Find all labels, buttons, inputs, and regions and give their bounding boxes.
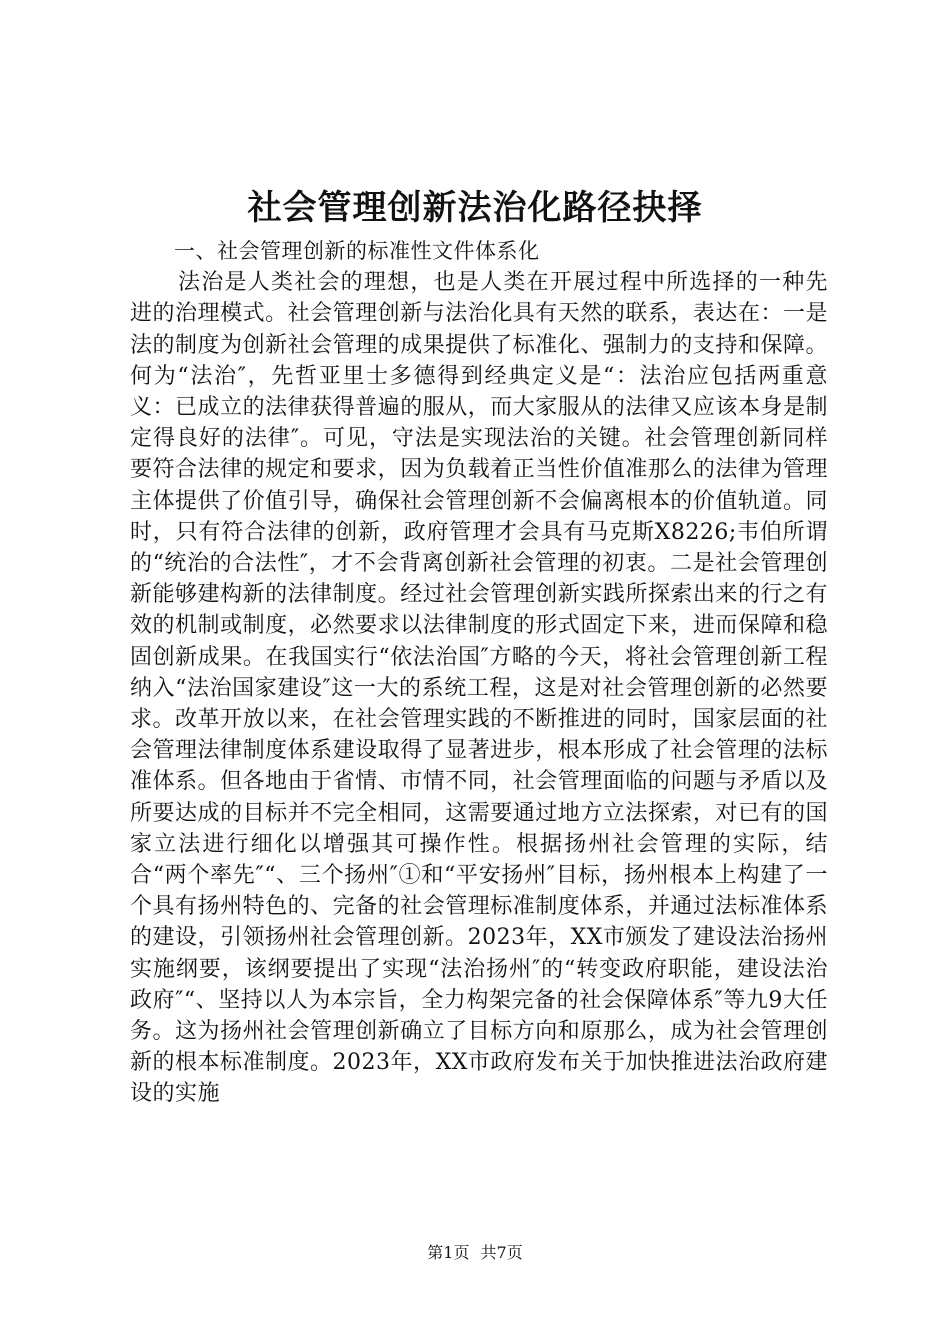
body-paragraph: 法治是人类社会的理想，也是人类在开展过程中所选择的一种先进的治理模式。社会管理创新与法治化具有天然的联系，表达在：一是法的制度为创新社会管理的成果提供了标准化、强制力的支持和保障。何为“法治″，先哲亚里士多德得到经典定义是“：法治应包括两重意义：已成立的法律获得普遍的服从，而大家服从的法律又应该本身是制定得良好的法律″。可见，守法是实现法治的关键。社会管理创新同样要符合法律的规定和要求，因为负载着正当性价值准那么的法律为管理主体提供了价值引导，确保社会管理创新不会偏离根本的价值轨道。同时，只有符合法律的创新，政府管理才会具有马克斯X8226;韦伯所谓的“统治的合法性″，才不会背离创新社会管理的初衷。二是社会管理创新能够建构新的法律制度。经过社会管理创新实践所探索出来的行之有效的机制或制度，必然要求以法律制度的形式固定下来，进而保障和稳固创新成果。在我国实行“依法治国″方略的今天，将社会管理创新工程纳入“法治国家建设″这一大的系统工程，这是对社会管理创新的必然要求。改革开放以来，在社会管理实践的不断推进的同时，国家层面的社会管理法律制度体系建设取得了显著进步，根本形成了社会管理的法标准体系。但各地由于省情、市情不同，社会管理面临的问题与矛盾以及所要达成的目标并不完全相同，这需要通过地方立法探索，对已有的国家立法进行细化以增强其可操作性。根据扬州社会管理的实际，结合“两个率先″“、三个扬州″①和“平安扬州″目标，扬州根本上构建了一个具有扬州特色的、完备的社会管理标准制度体系，并通过法标准体系的建设，引领扬州社会管理创新。2023年，XX市颁发了建设法治扬州实施纲要，该纲要提出了实现“法治扬州″的“转变政府职能，建设法治政府″“、坚持以人为本宗旨，全力构架完备的社会保障体系″等九9大任务。这为扬州社会管理创新确立了目标方向和原那么，成为社会管理创新的根本标准制度。2023年，XX市政府发布关于加快推进法治政府建设的实施 — [130, 270, 828, 1107]
document-body — [130, 236, 828, 1110]
page-number: 第1页 共7页 — [427, 1243, 523, 1262]
section-heading: 一、社会管理创新的标准性文件体系化 — [174, 239, 540, 263]
document-title: 社会管理创新法治化路径抉择 — [247, 188, 703, 228]
